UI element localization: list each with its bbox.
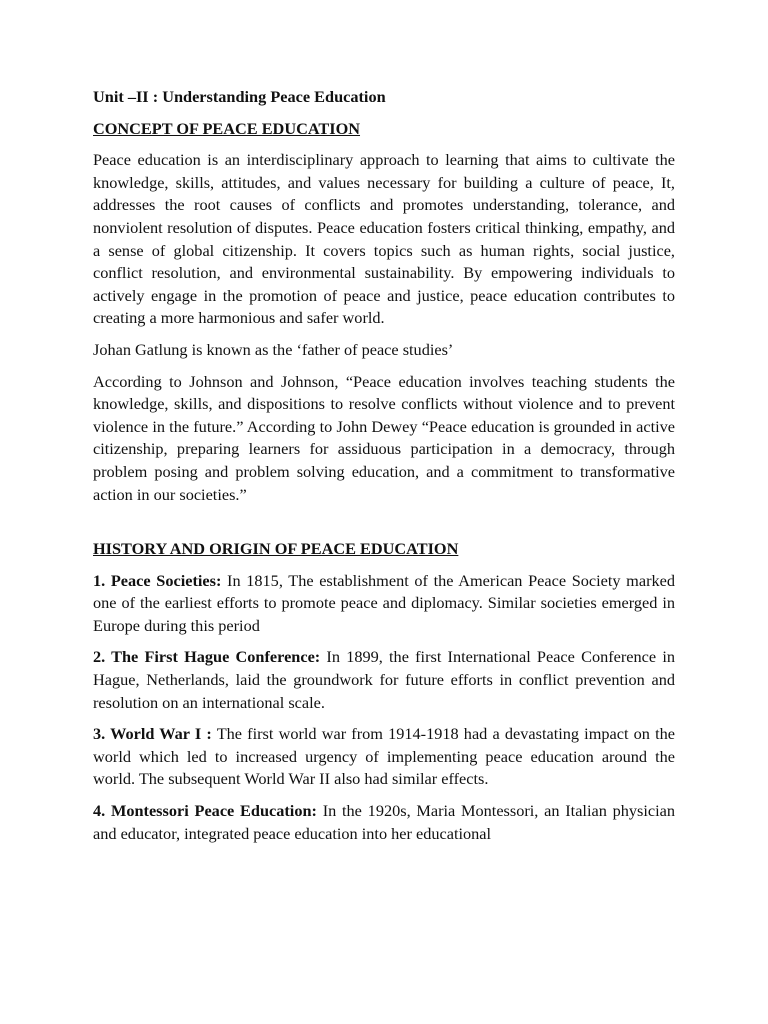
concept-paragraph-1: Peace education is an interdisciplinary approach to learning that aims to cultivate the knowledge, skills, attitudes, and values necessary for building a culture of peace, It, addresses the root causes of conflicts and promotes understanding, tolerance, and nonviolent resolution of disputes. Peace education fosters critical thinking, empathy, and a sense of global citizenship. It covers topics such as human rights, social justice, conflict resolution, and environmental sustainability. By empowering individuals to actively engage in the promotion of peace and justice, peace education contributes to creating a more harmonious and safer world. [93,150,675,328]
history-item-3-text: The first world war from 1914-1918 had a devastating impact on the world which led to increased urgency of implementing peace education around the world. The subsequent World War II also had similar effects. [93,724,675,789]
concept-heading: CONCEPT OF PEACE EDUCATION [93,118,361,138]
history-item-1-label: 1. Peace Societies: [93,570,222,590]
history-item-4 [93,800,675,845]
history-item-2-text: In 1899, the first International Peace Conference in Hague, Netherlands, laid the groundwork for future efforts in conflict prevention and resolution on an international scale. [93,647,675,712]
concept-paragraph-2: Johan Gatlung is known as the ‘father of peace studies’ [93,339,454,359]
history-heading: HISTORY AND ORIGIN OF PEACE EDUCATION [93,539,459,559]
history-item-1-text: In 1815, The establishment of the American Peace Society marked one of the earliest efforts to promote peace and diplomacy. Similar societies emerged in Europe during this period [93,570,676,635]
history-item-1 [93,570,675,638]
history-item-3-label: 3. World War I : [93,724,212,744]
section-spacer [93,515,675,538]
history-item-2 [93,646,675,714]
history-item-4-text: In the 1920s, Maria Montessori, an Italian physician and educator, integrated peace education into her educational [93,801,676,843]
history-item-2-label: 2. The First Hague Conference: [93,647,321,667]
history-item-3 [93,723,675,791]
document-page [93,86,675,854]
unit-title: Unit –II : Understanding Peace Education [93,87,386,106]
concept-paragraph-3: According to Johnson and Johnson, “Peace education involves teaching students the knowledge, skills, and dispositions to resolve conflicts without violence and to prevent violence in the future.” According to John Dewey “Peace education is grounded in active citizenship, preparing learners for assiduous participation in a democracy, through problem posing and problem solving education, and a commitment to transformative action in our societies.” [93,371,675,504]
history-item-4-label: 4. Montessori Peace Education: [93,801,317,821]
